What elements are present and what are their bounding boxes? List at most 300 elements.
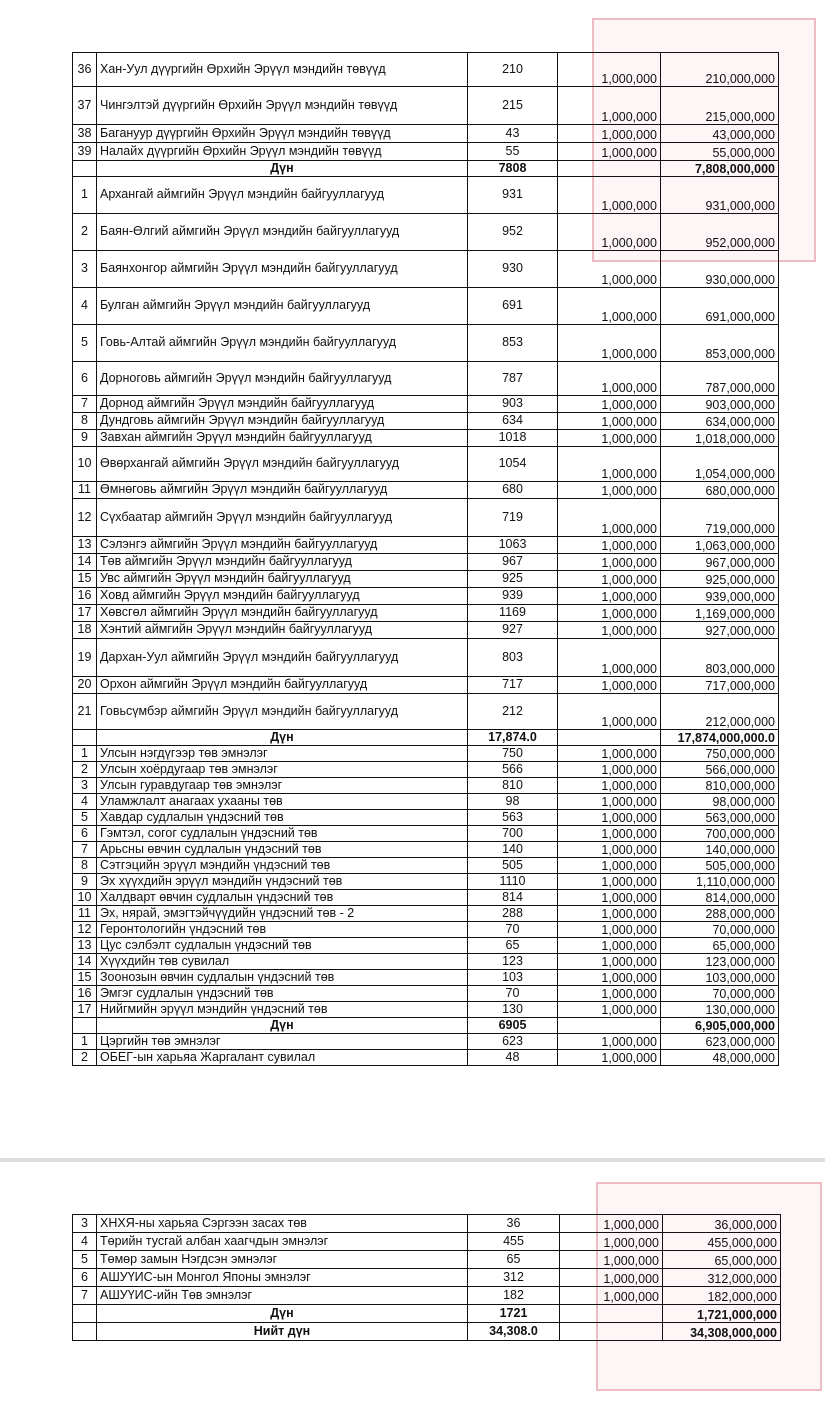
table-row	[73, 986, 779, 1002]
total-amount: 98,000,000	[661, 794, 779, 810]
organization-name: Булган аймгийн Эрүүл мэндийн байгууллагууд	[97, 288, 468, 325]
total-amount: 312,000,000	[663, 1269, 781, 1287]
organization-name: Өмнөговь аймгийн Эрүүл мэндийн байгууллагууд	[97, 482, 468, 499]
quantity: 505	[468, 858, 558, 874]
table-row	[73, 554, 779, 571]
organization-name: Цэргийн төв эмнэлэг	[97, 1034, 468, 1050]
table-row	[73, 362, 779, 396]
quantity: 787	[468, 362, 558, 396]
table-row	[73, 537, 779, 554]
organization-name: Дүн	[97, 1305, 468, 1323]
unit-price: 1,000,000	[558, 694, 661, 730]
table-row	[73, 1269, 781, 1287]
total-amount: 1,110,000,000	[661, 874, 779, 890]
organization-name: Цус сэлбэлт судлалын үндэсний төв	[97, 938, 468, 954]
organization-name: Чингэлтэй дүүргийн Өрхийн Эрүүл мэндийн төвүүд	[97, 87, 468, 125]
organization-name: Орхон аймгийн Эрүүл мэндийн байгууллагууд	[97, 677, 468, 694]
organization-name: Дүн	[97, 1018, 468, 1034]
total-amount: 700,000,000	[661, 826, 779, 842]
organization-name: Нийгмийн эрүүл мэндийн үндэсний төв	[97, 1002, 468, 1018]
unit-price: 1,000,000	[558, 677, 661, 694]
table-row	[73, 447, 779, 482]
total-amount: 903,000,000	[661, 396, 779, 413]
organization-name: Нийт дүн	[97, 1323, 468, 1341]
row-number: 4	[73, 288, 97, 325]
unit-price: 1,000,000	[558, 1034, 661, 1050]
total-amount: 1,721,000,000	[663, 1305, 781, 1323]
total-amount: 853,000,000	[661, 325, 779, 362]
total-amount: 810,000,000	[661, 778, 779, 794]
total-amount: 952,000,000	[661, 214, 779, 251]
row-number	[73, 730, 97, 746]
total-row	[73, 161, 779, 177]
document-page-2	[0, 1162, 825, 1428]
table-row	[73, 214, 779, 251]
quantity: 952	[468, 214, 558, 251]
total-amount: 455,000,000	[663, 1233, 781, 1251]
quantity: 210	[468, 53, 558, 87]
row-number: 1	[73, 746, 97, 762]
total-amount: 931,000,000	[661, 177, 779, 214]
organization-name: Сүхбаатар аймгийн Эрүүл мэндийн байгууллагууд	[97, 499, 468, 537]
table-row	[73, 1233, 781, 1251]
organization-name: Зоонозын өвчин судлалын үндэсний төв	[97, 970, 468, 986]
quantity: 939	[468, 588, 558, 605]
unit-price: 1,000,000	[558, 970, 661, 986]
organization-name: Дорнод аймгийн Эрүүл мэндийн байгууллагууд	[97, 396, 468, 413]
organization-name: Хан-Уул дүүргийн Өрхийн Эрүүл мэндийн төвүүд	[97, 53, 468, 87]
total-amount: 1,054,000,000	[661, 447, 779, 482]
unit-price: 1,000,000	[560, 1215, 663, 1233]
total-amount: 623,000,000	[661, 1034, 779, 1050]
total-amount: 939,000,000	[661, 588, 779, 605]
row-number	[73, 1323, 97, 1341]
table-row	[73, 143, 779, 161]
quantity: 623	[468, 1034, 558, 1050]
unit-price	[558, 730, 661, 746]
organization-name: АШУҮИС-ийн Төв эмнэлэг	[97, 1287, 468, 1305]
row-number: 8	[73, 858, 97, 874]
organization-name: Увс аймгийн Эрүүл мэндийн байгууллагууд	[97, 571, 468, 588]
organization-name: Эх, нярай, эмэгтэйчүүдийн үндэсний төв - 2	[97, 906, 468, 922]
quantity: 34,308.0	[468, 1323, 560, 1341]
organization-name: Дундговь аймгийн Эрүүл мэндийн байгууллагууд	[97, 413, 468, 430]
table-row	[73, 858, 779, 874]
unit-price: 1,000,000	[558, 482, 661, 499]
table-row	[73, 970, 779, 986]
unit-price	[560, 1305, 663, 1323]
row-number: 16	[73, 986, 97, 1002]
table-row	[73, 1050, 779, 1066]
budget-table-page-2	[72, 1214, 781, 1341]
quantity: 931	[468, 177, 558, 214]
row-number: 5	[73, 810, 97, 826]
total-amount: 34,308,000,000	[663, 1323, 781, 1341]
total-row	[73, 1305, 781, 1323]
total-amount: 182,000,000	[663, 1287, 781, 1305]
organization-name: Улсын гуравдугаар төв эмнэлэг	[97, 778, 468, 794]
total-amount: 505,000,000	[661, 858, 779, 874]
quantity: 750	[468, 746, 558, 762]
row-number: 2	[73, 762, 97, 778]
row-number: 9	[73, 430, 97, 447]
unit-price: 1,000,000	[558, 794, 661, 810]
quantity: 1169	[468, 605, 558, 622]
row-number: 3	[73, 251, 97, 288]
table-row	[73, 87, 779, 125]
row-number: 7	[73, 396, 97, 413]
organization-name: Налайх дүүргийн Өрхийн Эрүүл мэндийн төвүүд	[97, 143, 468, 161]
row-number: 11	[73, 482, 97, 499]
table-row	[73, 53, 779, 87]
organization-name: Халдварт өвчин судлалын үндэсний төв	[97, 890, 468, 906]
table-row	[73, 605, 779, 622]
organization-name: Хөвсгөл аймгийн Эрүүл мэндийн байгууллагууд	[97, 605, 468, 622]
table-row	[73, 430, 779, 447]
quantity: 680	[468, 482, 558, 499]
total-amount: 563,000,000	[661, 810, 779, 826]
unit-price: 1,000,000	[558, 53, 661, 87]
table-row	[73, 694, 779, 730]
row-number: 9	[73, 874, 97, 890]
table-row	[73, 746, 779, 762]
organization-name: Улсын хоёрдугаар төв эмнэлэг	[97, 762, 468, 778]
total-amount: 103,000,000	[661, 970, 779, 986]
quantity: 1063	[468, 537, 558, 554]
total-amount: 140,000,000	[661, 842, 779, 858]
row-number: 10	[73, 890, 97, 906]
quantity: 215	[468, 87, 558, 125]
total-amount: 210,000,000	[661, 53, 779, 87]
table-row	[73, 1034, 779, 1050]
organization-name: Улсын нэгдүгээр төв эмнэлэг	[97, 746, 468, 762]
row-number: 21	[73, 694, 97, 730]
quantity: 566	[468, 762, 558, 778]
organization-name: Баянхонгор аймгийн Эрүүл мэндийн байгууллагууд	[97, 251, 468, 288]
row-number: 4	[73, 1233, 97, 1251]
total-amount: 43,000,000	[661, 125, 779, 143]
unit-price: 1,000,000	[558, 874, 661, 890]
row-number	[73, 161, 97, 177]
total-amount: 717,000,000	[661, 677, 779, 694]
total-amount: 719,000,000	[661, 499, 779, 537]
table-row	[73, 762, 779, 778]
row-number: 7	[73, 1287, 97, 1305]
unit-price: 1,000,000	[558, 922, 661, 938]
total-amount: 803,000,000	[661, 639, 779, 677]
unit-price: 1,000,000	[558, 890, 661, 906]
organization-name: Арьсны өвчин судлалын үндэсний төв	[97, 842, 468, 858]
total-amount: 1,018,000,000	[661, 430, 779, 447]
table-row	[73, 778, 779, 794]
row-number: 4	[73, 794, 97, 810]
row-number: 18	[73, 622, 97, 639]
row-number: 6	[73, 826, 97, 842]
unit-price: 1,000,000	[558, 214, 661, 251]
organization-name: ХНХЯ-ны харьяа Сэргээн засах төв	[97, 1215, 468, 1233]
quantity: 70	[468, 922, 558, 938]
organization-name: Завхан аймгийн Эрүүл мэндийн байгууллагууд	[97, 430, 468, 447]
organization-name: Дархан-Уул аймгийн Эрүүл мэндийн байгууллагууд	[97, 639, 468, 677]
table-row	[73, 325, 779, 362]
table-row	[73, 842, 779, 858]
organization-name: Геронтологийн үндэсний төв	[97, 922, 468, 938]
quantity: 43	[468, 125, 558, 143]
unit-price: 1,000,000	[558, 325, 661, 362]
unit-price: 1,000,000	[558, 251, 661, 288]
table-row	[73, 571, 779, 588]
unit-price: 1,000,000	[558, 954, 661, 970]
quantity: 36	[468, 1215, 560, 1233]
unit-price: 1,000,000	[560, 1269, 663, 1287]
quantity: 803	[468, 639, 558, 677]
quantity: 98	[468, 794, 558, 810]
unit-price: 1,000,000	[558, 605, 661, 622]
unit-price: 1,000,000	[558, 362, 661, 396]
row-number: 3	[73, 778, 97, 794]
total-amount: 7,808,000,000	[661, 161, 779, 177]
row-number: 39	[73, 143, 97, 161]
table-row	[73, 396, 779, 413]
quantity: 48	[468, 1050, 558, 1066]
table-row	[73, 413, 779, 430]
total-amount: 65,000,000	[661, 938, 779, 954]
row-number: 2	[73, 214, 97, 251]
unit-price: 1,000,000	[558, 746, 661, 762]
unit-price: 1,000,000	[558, 906, 661, 922]
organization-name: Дорноговь аймгийн Эрүүл мэндийн байгууллагууд	[97, 362, 468, 396]
table-row	[73, 1002, 779, 1018]
total-amount: 634,000,000	[661, 413, 779, 430]
row-number: 15	[73, 571, 97, 588]
unit-price: 1,000,000	[558, 537, 661, 554]
row-number: 3	[73, 1215, 97, 1233]
total-amount: 566,000,000	[661, 762, 779, 778]
table-row	[73, 922, 779, 938]
quantity: 691	[468, 288, 558, 325]
quantity: 563	[468, 810, 558, 826]
organization-name: Уламжлалт анагаах ухааны төв	[97, 794, 468, 810]
row-number: 15	[73, 970, 97, 986]
row-number: 1	[73, 177, 97, 214]
unit-price: 1,000,000	[558, 842, 661, 858]
row-number: 6	[73, 362, 97, 396]
unit-price: 1,000,000	[558, 622, 661, 639]
total-amount: 750,000,000	[661, 746, 779, 762]
quantity: 1110	[468, 874, 558, 890]
total-amount: 130,000,000	[661, 1002, 779, 1018]
table-row	[73, 639, 779, 677]
quantity: 6905	[468, 1018, 558, 1034]
quantity: 700	[468, 826, 558, 842]
unit-price: 1,000,000	[560, 1287, 663, 1305]
row-number: 1	[73, 1034, 97, 1050]
table-row	[73, 1287, 781, 1305]
total-amount: 1,169,000,000	[661, 605, 779, 622]
total-amount: 17,874,000,000.0	[661, 730, 779, 746]
organization-name: Говь-Алтай аймгийн Эрүүл мэндийн байгууллагууд	[97, 325, 468, 362]
total-amount: 215,000,000	[661, 87, 779, 125]
quantity: 455	[468, 1233, 560, 1251]
unit-price: 1,000,000	[558, 986, 661, 1002]
row-number: 11	[73, 906, 97, 922]
organization-name: Архангай аймгийн Эрүүл мэндийн байгууллагууд	[97, 177, 468, 214]
table-row	[73, 677, 779, 694]
organization-name: Эх хүүхдийн эрүүл мэндийн үндэсний төв	[97, 874, 468, 890]
organization-name: Дүн	[97, 730, 468, 746]
table-row	[73, 588, 779, 605]
total-amount: 930,000,000	[661, 251, 779, 288]
table-row	[73, 954, 779, 970]
total-row	[73, 1323, 781, 1341]
organization-name: ОБЕГ-ын харьяа Жаргалант сувилал	[97, 1050, 468, 1066]
row-number: 5	[73, 325, 97, 362]
unit-price: 1,000,000	[558, 87, 661, 125]
row-number: 5	[73, 1251, 97, 1269]
row-number: 13	[73, 537, 97, 554]
row-number: 16	[73, 588, 97, 605]
total-row	[73, 1018, 779, 1034]
unit-price: 1,000,000	[558, 858, 661, 874]
table-row	[73, 125, 779, 143]
row-number: 8	[73, 413, 97, 430]
quantity: 925	[468, 571, 558, 588]
quantity: 65	[468, 938, 558, 954]
organization-name: Сэлэнгэ аймгийн Эрүүл мэндийн байгууллагууд	[97, 537, 468, 554]
table-row	[73, 1251, 781, 1269]
row-number: 19	[73, 639, 97, 677]
unit-price: 1,000,000	[558, 413, 661, 430]
table-row	[73, 938, 779, 954]
total-amount: 680,000,000	[661, 482, 779, 499]
unit-price: 1,000,000	[558, 288, 661, 325]
unit-price	[558, 161, 661, 177]
total-amount: 927,000,000	[661, 622, 779, 639]
row-number: 17	[73, 1002, 97, 1018]
unit-price: 1,000,000	[558, 430, 661, 447]
organization-name: Сэтгэцийн эрүүл мэндийн үндэсний төв	[97, 858, 468, 874]
quantity: 903	[468, 396, 558, 413]
total-amount: 212,000,000	[661, 694, 779, 730]
row-number: 20	[73, 677, 97, 694]
total-amount: 70,000,000	[661, 986, 779, 1002]
total-amount: 123,000,000	[661, 954, 779, 970]
quantity: 55	[468, 143, 558, 161]
quantity: 17,874.0	[468, 730, 558, 746]
quantity: 1721	[468, 1305, 560, 1323]
quantity: 853	[468, 325, 558, 362]
table-row	[73, 890, 779, 906]
unit-price: 1,000,000	[558, 447, 661, 482]
quantity: 130	[468, 1002, 558, 1018]
row-number: 7	[73, 842, 97, 858]
organization-name: Хүүхдийн төв сувилал	[97, 954, 468, 970]
quantity: 288	[468, 906, 558, 922]
quantity: 634	[468, 413, 558, 430]
table-row	[73, 251, 779, 288]
table-row	[73, 499, 779, 537]
total-amount: 65,000,000	[663, 1251, 781, 1269]
organization-name: Эмгэг судлалын үндэсний төв	[97, 986, 468, 1002]
total-amount: 36,000,000	[663, 1215, 781, 1233]
organization-name: Төмөр замын Нэгдсэн эмнэлэг	[97, 1251, 468, 1269]
row-number: 14	[73, 554, 97, 571]
row-number: 14	[73, 954, 97, 970]
organization-name: Дүн	[97, 161, 468, 177]
quantity: 70	[468, 986, 558, 1002]
table-row	[73, 906, 779, 922]
row-number	[73, 1018, 97, 1034]
row-number	[73, 1305, 97, 1323]
table-row	[73, 810, 779, 826]
unit-price: 1,000,000	[560, 1233, 663, 1251]
row-number: 6	[73, 1269, 97, 1287]
table-row	[73, 482, 779, 499]
table-row	[73, 177, 779, 214]
unit-price: 1,000,000	[558, 938, 661, 954]
quantity: 717	[468, 677, 558, 694]
total-amount: 1,063,000,000	[661, 537, 779, 554]
unit-price: 1,000,000	[558, 639, 661, 677]
organization-name: Ховд аймгийн Эрүүл мэндийн байгууллагууд	[97, 588, 468, 605]
unit-price: 1,000,000	[558, 396, 661, 413]
unit-price: 1,000,000	[558, 1002, 661, 1018]
total-amount: 288,000,000	[661, 906, 779, 922]
total-amount: 48,000,000	[661, 1050, 779, 1066]
unit-price: 1,000,000	[558, 143, 661, 161]
organization-name: Өвөрхангай аймгийн Эрүүл мэндийн байгууллагууд	[97, 447, 468, 482]
row-number: 17	[73, 605, 97, 622]
organization-name: Баян-Өлгий аймгийн Эрүүл мэндийн байгууллагууд	[97, 214, 468, 251]
organization-name: Төв аймгийн Эрүүл мэндийн байгууллагууд	[97, 554, 468, 571]
quantity: 1018	[468, 430, 558, 447]
row-number: 12	[73, 499, 97, 537]
organization-name: Хэнтий аймгийн Эрүүл мэндийн байгууллагууд	[97, 622, 468, 639]
quantity: 103	[468, 970, 558, 986]
total-amount: 967,000,000	[661, 554, 779, 571]
unit-price: 1,000,000	[558, 571, 661, 588]
row-number: 2	[73, 1050, 97, 1066]
row-number: 10	[73, 447, 97, 482]
unit-price: 1,000,000	[558, 177, 661, 214]
quantity: 212	[468, 694, 558, 730]
organization-name: Хавдар судлалын үндэсний төв	[97, 810, 468, 826]
organization-name: Говьсүмбэр аймгийн Эрүүл мэндийн байгууллагууд	[97, 694, 468, 730]
quantity: 719	[468, 499, 558, 537]
table-row	[73, 622, 779, 639]
unit-price: 1,000,000	[558, 810, 661, 826]
quantity: 930	[468, 251, 558, 288]
budget-table-page-1	[72, 52, 779, 1066]
total-amount: 6,905,000,000	[661, 1018, 779, 1034]
total-amount: 787,000,000	[661, 362, 779, 396]
table-row	[73, 794, 779, 810]
organization-name: Багануур дүүргийн Өрхийн Эрүүл мэндийн төвүүд	[97, 125, 468, 143]
quantity: 123	[468, 954, 558, 970]
row-number: 36	[73, 53, 97, 87]
total-amount: 814,000,000	[661, 890, 779, 906]
organization-name: Төрийн тусгай албан хаагчдын эмнэлэг	[97, 1233, 468, 1251]
unit-price: 1,000,000	[558, 554, 661, 571]
table-row	[73, 288, 779, 325]
unit-price: 1,000,000	[558, 762, 661, 778]
row-number: 13	[73, 938, 97, 954]
table-row	[73, 826, 779, 842]
quantity: 7808	[468, 161, 558, 177]
quantity: 312	[468, 1269, 560, 1287]
total-amount: 691,000,000	[661, 288, 779, 325]
unit-price: 1,000,000	[558, 826, 661, 842]
